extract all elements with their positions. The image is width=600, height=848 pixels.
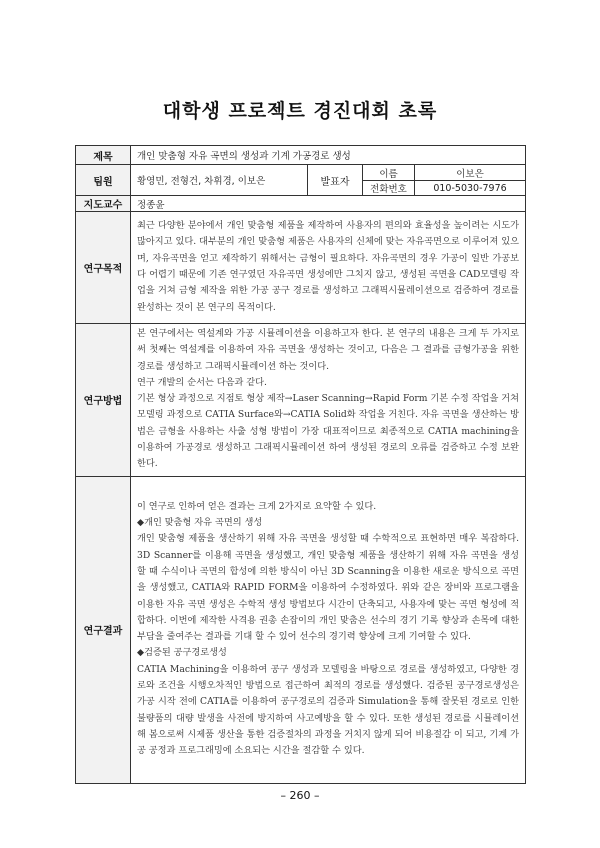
purpose-text (131, 216, 525, 319)
method-label: 연구방법 (76, 324, 131, 477)
result-cell (131, 476, 526, 783)
method-paragraph: 연구 개발의 순서는 다음과 같다. (137, 376, 267, 388)
method-cell (131, 324, 526, 477)
presenter-label: 발표자 (308, 165, 363, 196)
result-paragraph: 이 연구로 인하여 얻은 결과는 크게 2가지로 요약할 수 있다. (137, 500, 377, 512)
result-label: 연구결과 (76, 476, 131, 783)
purpose-row (76, 212, 526, 324)
method-paragraph: 본 연구에서는 역설계와 가공 시뮬레이션을 이용하고자 한다. 본 연구의 내용은 크게 두 가지로써 첫째는 역설계를 이용하여 자유 곡면을 생성하는 것이고, 다음은 그 결과를 금형가공을 위한 경로를 생성하고 그래픽시뮬레이션 하는 것이다. (137, 328, 520, 372)
result-text (131, 497, 525, 763)
team-members: 황영민, 전형건, 차휘경, 이보은 (131, 165, 308, 196)
method-row (76, 324, 526, 477)
phone-label: 전화번호 (363, 181, 415, 196)
subject-row (76, 146, 526, 165)
abstract-form-table (75, 145, 526, 784)
result-heading: ◆검증된 공구경로생성 (137, 647, 227, 659)
method-paragraph: 기본 형상 과정으로 지점토 형상 제작→Laser Scanning→Rapid Form 기본 수정 작업을 거쳐 모델링 과정으로 CATIA Surface와→CATIA Solid화 작업을 거친다. 자유 곡면을 생산하는 방법은 금형을 사용하는 사출 성형 방법이 가장 대표적이므로 최종적으로 CATIA machining을 이용하여 가공경로 생성하고 그래픽시뮬레이션 하여 생성된 경로의 오류를 검증하고 수정 보완 한다. (137, 393, 520, 470)
name-label: 이름 (363, 165, 415, 181)
advisor-row (76, 196, 526, 212)
purpose-cell (131, 212, 526, 324)
team-label: 팀원 (76, 165, 131, 196)
method-text (131, 324, 525, 476)
result-paragraph: CATIA Machining을 이용하여 공구 생성과 모델링을 바탕으로 경로를 생성하였고, 다양한 경로와 조건을 시행오차적인 방법으로 접근하여 최적의 경로를 생성했다. 검증된 공구경로생성은 가공 시작 전에 CATIA를 이용하여 공구경로의 검증과 Simulation을 통해 잘못된 경로로 인한 불량품의 대량 발생을 사전에 방지하여 사고예방을 할 수 있다. 또한 생성된 경로를 시뮬레이션 해 봄으로써 시제품 생산을 통한 검증절차의 과정을 거치지 않게 되어 비용절감 이 되고, 기계 가공 공정과 프로그래밍에 소요되는 시간을 절감할 수 있다. (137, 663, 520, 757)
advisor-value: 정종윤 (131, 196, 526, 212)
purpose-paragraph: 최근 다양한 분야에서 개인 맞춤형 제품을 제작하여 사용자의 편의와 효율성을 높이려는 시도가 많아지고 있다. 대부분의 개인 맞춤형 제품은 사용자의 신체에 맞는 자유곡면으로 이루어져 있으며, 자유곡면을 얻고 제작하기 위해서는 금형이 필요하다. 자유곡면의 경우 가공이 일반 가공보다 어렵기 때문에 기존 연구였던 자유곡면 생성에만 그치지 않고, 생성된 곡면을 CAD모델링 작업을 거쳐 금형 제작을 위한 가공 공구 경로를 생성하고 그래픽시뮬레이션으로 검증하여 경로를 완성하는 것이 본 연구의 목적이다. (137, 220, 520, 313)
presenter-phone: 010-5030-7976 (415, 181, 526, 196)
result-paragraph: 개인 맞춤형 제품을 생산하기 위해 자유 곡면을 생성할 때 수학적으로 표현하면 매우 복잡하다. 3D Scanner를 이용해 곡면을 생성했고, 개인 맞춤형 제품을 생산하기 위해 자유 곡면을 생성할 때 수식이나 곡면의 합성에 의한 방식이 아닌 3D Scanning을 이용한 새로운 방식으로 곡면을 생성했고, CATIA와 RAPID FORM을 이용하여 수정하였다. 위와 같은 장비와 프로그램을 이용한 자유 곡면 생성은 수학적 생성 방법보다 시간이 단축되고, 사용자에 맞는 곡면 형성에 적합하다. 이번에 제작한 사격용 권총 손잡이의 개인 맞춤은 선수의 경기 기록 향상과 손목에 대한 부담을 줄여주는 결과를 기대 할 수 있어 선수의 경기력 향상에 크게 기여할 수 있다. (137, 533, 520, 643)
team-row (76, 165, 526, 181)
purpose-label: 연구목적 (76, 212, 131, 324)
document-title: 대학생 프로젝트 경진대회 초록 (162, 100, 438, 122)
result-row (76, 476, 526, 783)
advisor-label: 지도교수 (76, 196, 131, 212)
page-number: – 260 – (280, 789, 320, 802)
result-heading: ◆개인 맞춤형 자유 곡면의 생성 (137, 517, 263, 529)
presenter-name: 이보은 (415, 165, 526, 181)
subject-value: 개인 맞춤형 자유 곡면의 생성과 기계 가공경로 생성 (131, 146, 526, 165)
subject-label: 제목 (76, 146, 131, 165)
